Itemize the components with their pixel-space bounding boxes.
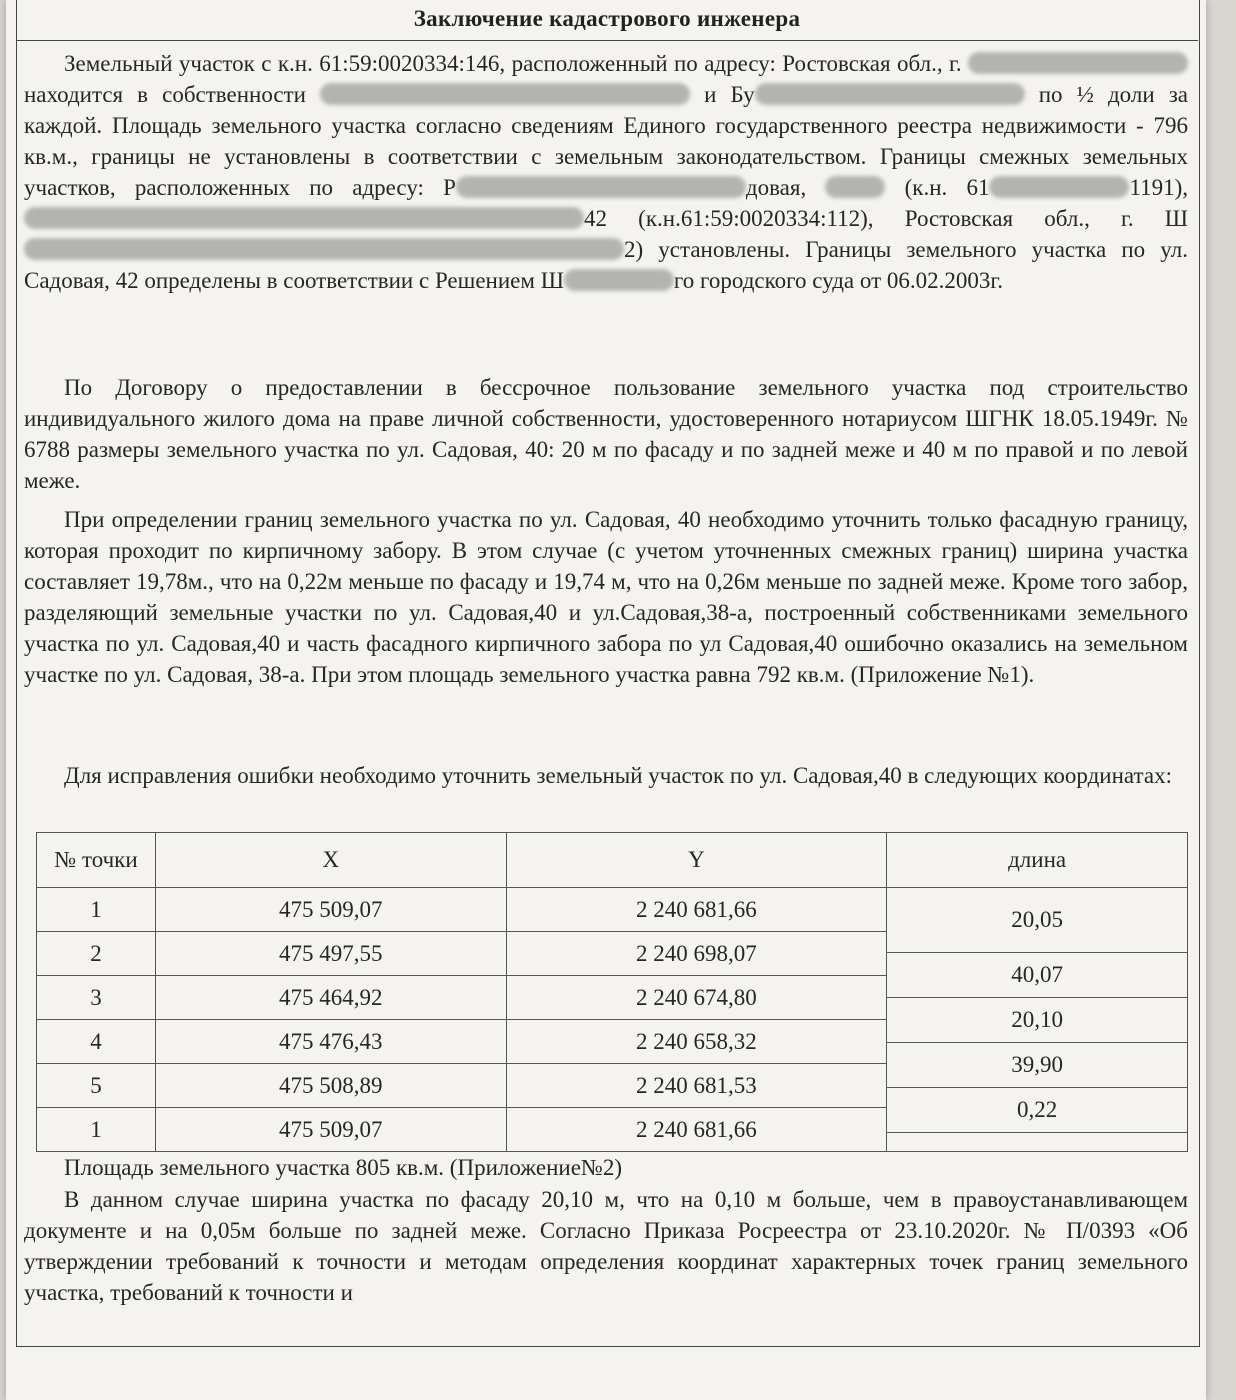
header-x: X <box>155 833 506 888</box>
document-title: Заключение кадастрового инженера <box>413 6 801 31</box>
redacted-neighbor-address-2 <box>24 207 584 229</box>
cell-x: 475 509,07 <box>155 888 506 932</box>
cell-point-number: 3 <box>37 976 156 1020</box>
title-bar <box>16 0 1198 41</box>
redacted-cadastral-number <box>989 176 1129 198</box>
coordinates-table <box>36 832 1188 1152</box>
length-column <box>887 888 1188 1152</box>
p1-line-8a: Ростовская обл., г. Ш <box>904 206 1188 231</box>
header-point-number: № точки <box>37 833 156 888</box>
cell-y: 2 240 681,53 <box>506 1064 887 1108</box>
cell-point-number: 1 <box>37 1108 156 1152</box>
cell-x: 475 509,07 <box>155 1108 506 1152</box>
header-length: длина <box>887 833 1188 888</box>
cell-point-number: 1 <box>37 888 156 932</box>
p1-line-2b: находится в собственности <box>24 82 306 107</box>
cell-x: 475 464,92 <box>155 976 506 1020</box>
cell-y: 2 240 681,66 <box>506 888 887 932</box>
cell-y: 2 240 658,32 <box>506 1020 887 1064</box>
p1-line-6a: участков, расположенных по адресу: Р <box>24 175 456 200</box>
paragraph-correction: Для исправления ошибки необходимо уточнить земельный участок по ул. Садовая,40 в следующих координатах: <box>64 763 1172 788</box>
cell-x: 475 497,55 <box>155 932 506 976</box>
cell-length: 20,10 <box>887 998 1187 1043</box>
p1-line-2c: и <box>704 82 717 107</box>
paragraph-contract: По Договору о предоставлении в бессрочное пользование земельного участка под строительство индивидуального жилого дома на праве личной собственности, удостоверенного нотариусом ШГНК 18.05.1949г. № 6788 размеры земельного участка по ул. Садовая, 40: 20 м по фасаду и по задней меже и 40 м по правой и по левой меже. <box>24 375 1188 493</box>
cell-y: 2 240 681,66 <box>506 1108 887 1152</box>
header-y: Y <box>506 833 887 888</box>
p1-line-8b: 2) установлены. Границы <box>624 237 892 262</box>
paragraph-conclusion: В данном случае ширина участка по фасаду 20,10 м, что на 0,10 м больше, чем в правоустанавливающем документе и на 0,05м больше по задней меже. Согласно Приказа Росреестра от 23.10.2020г. № П/0393 «Об утверждении требований к точности и методам определения координат характерных точек границ земельного участка, требований к точности и <box>24 1187 1188 1305</box>
document-sheet <box>6 0 1206 1400</box>
p1-line-5: установлены в соответствии с земельным законодательством. Границы смежных земельных <box>224 144 1189 169</box>
p1-line-6c: (к.н. <box>904 175 948 200</box>
cell-y: 2 240 698,07 <box>506 932 887 976</box>
p1-line-3b: по ½ доли за каждой. Площадь земельного участка согласно <box>24 82 1189 138</box>
p1-line-1: Земельный участок с к.н. 61:59:0020334:146, расположенный по адресу: Ростовская обл., г. <box>64 51 962 76</box>
p1-line-9b: го <box>673 268 695 293</box>
p1-line-7b: 1191), <box>1129 175 1189 200</box>
cell-y: 2 240 674,80 <box>506 976 887 1020</box>
cell-point-number: 4 <box>37 1020 156 1064</box>
cell-length: 39,90 <box>887 1043 1187 1088</box>
cell-length <box>887 1133 1187 1151</box>
redacted-owner-2 <box>755 83 1025 105</box>
redacted-owner-1 <box>320 83 690 105</box>
paragraph-boundaries: При определении границ земельного участка по ул. Садовая, 40 необходимо уточнить только фасадную границу, которая проходит по кирпичному забору. В этом случае (с учетом уточненных смежных границ) ширина участка составляет 19,78м., что на 0,22м меньше по фасаду и 19,74 м, что на 0,26м меньше по задней меже. Кроме того забор, разделяющий земельные участки по ул. Садовая,40 и ул.Садовая,38-а, построенный собственниками земельного участка по ул. Садовая,40 и часть фасадного кирпичного забора по ул Садовая,40 ошибочно оказались на земельном участке по ул. Садовая, 38-а. При этом площадь земельного участка равна 792 кв.м. (Приложение №1). <box>24 507 1188 687</box>
cell-point-number: 5 <box>37 1064 156 1108</box>
redacted-address <box>968 52 1188 74</box>
p1-line-7c: 42 (к.н.61:59:0020334:112), <box>584 206 874 231</box>
paragraph-ownership <box>24 48 1188 296</box>
redacted-house-number <box>825 176 885 198</box>
p1-line-10: городского суда от 06.02.2003г. <box>700 268 1003 293</box>
redacted-neighbor-address <box>456 176 746 198</box>
cell-x: 475 476,43 <box>155 1020 506 1064</box>
p1-line-3a: Бу <box>730 82 755 107</box>
redacted-neighbor-address-3 <box>24 238 624 260</box>
cell-x: 475 508,89 <box>155 1064 506 1108</box>
cell-length: 40,07 <box>887 953 1187 998</box>
p1-line-6b: довая, <box>745 175 807 200</box>
cell-length: 0,22 <box>887 1088 1187 1133</box>
p1-line-7a: 61 <box>966 175 990 200</box>
area-line: Площадь земельного участка 805 кв.м. (Приложение№2) <box>64 1155 623 1180</box>
cell-length: 20,05 <box>887 888 1187 953</box>
p1-line-9a: земельного участка по ул. Садовая, 42 определены в соответствии с Решением Ш <box>24 237 1188 293</box>
cell-point-number: 2 <box>37 932 156 976</box>
table-header-row <box>37 833 1188 888</box>
p1-line-4: сведениям Единого государственного реестра недвижимости - 796 кв.м., границы не <box>24 113 1188 169</box>
redacted-court-name <box>564 269 674 291</box>
table-row <box>37 888 1188 932</box>
